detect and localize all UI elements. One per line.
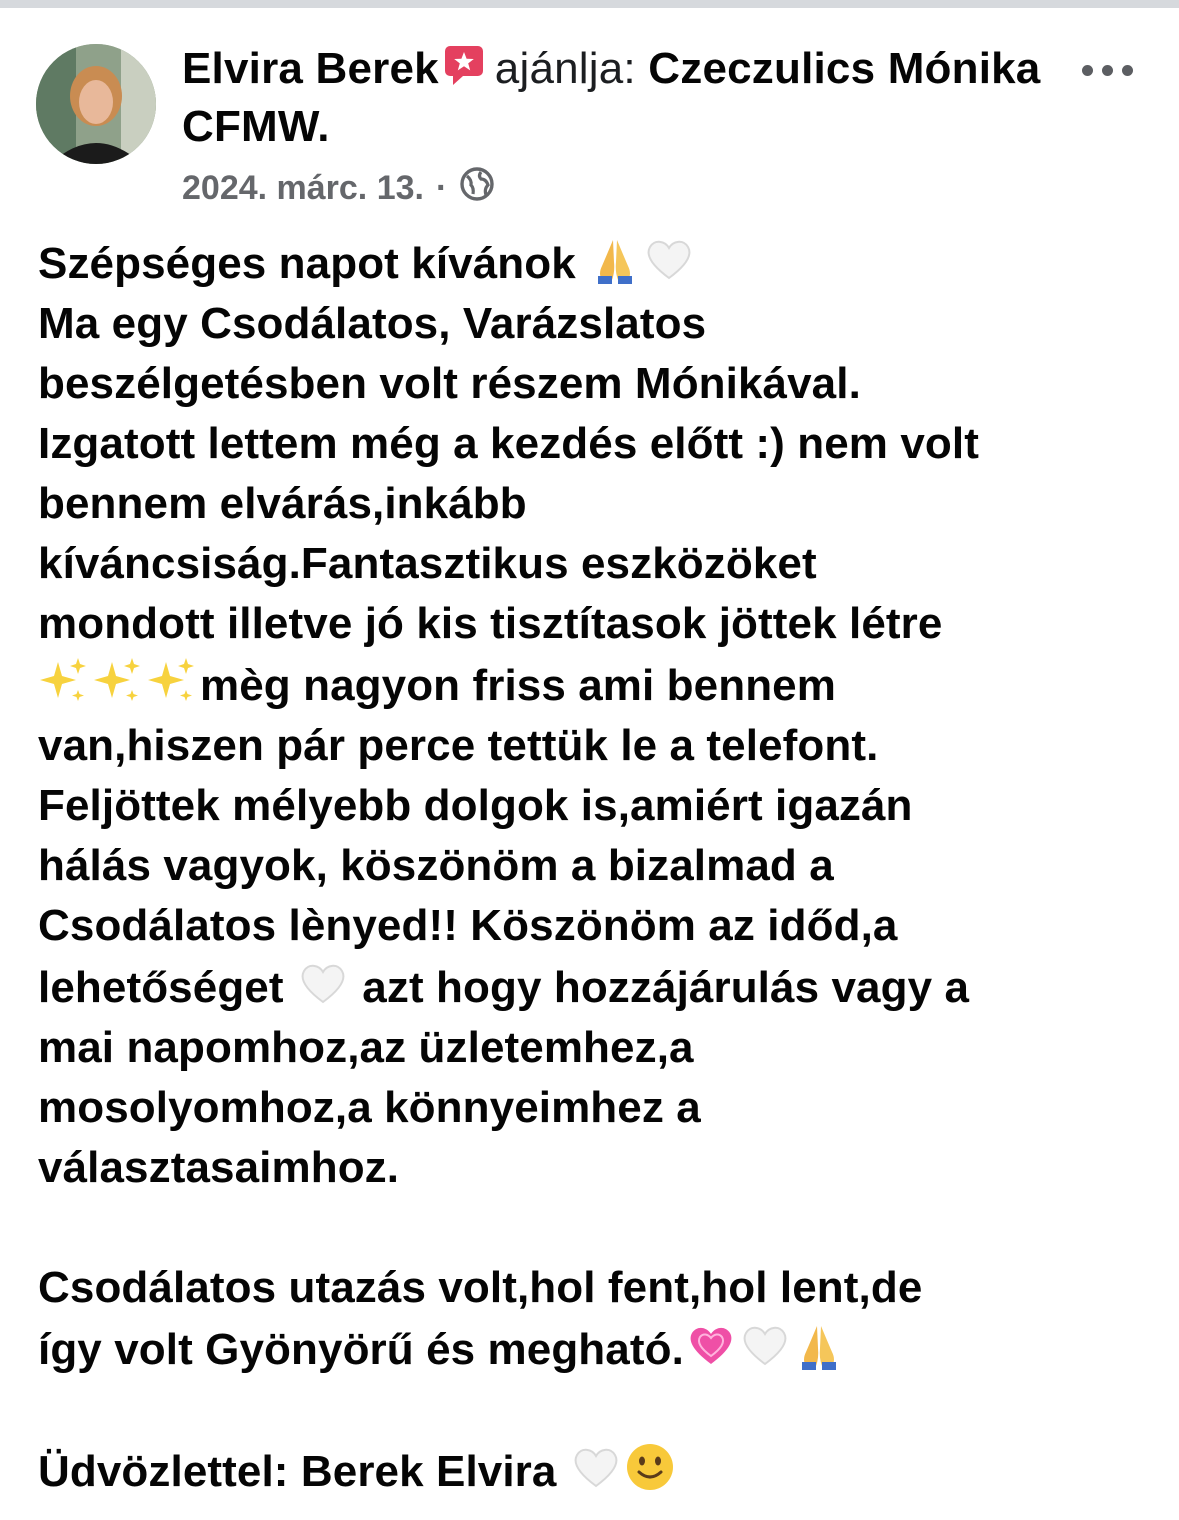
author-name[interactable]: Elvira Berek <box>182 44 439 93</box>
post-paragraph-4 <box>38 1258 1163 1380</box>
sparkles-icon <box>146 654 200 708</box>
more-dot <box>1082 65 1093 76</box>
white-heart-icon <box>296 956 350 1010</box>
more-dot <box>1102 65 1113 76</box>
folded-hands-icon <box>792 1318 846 1372</box>
post-meta <box>182 166 1062 211</box>
post-paragraph-1 <box>38 232 1163 294</box>
signature-text: Üdvözlettel: Berek Elvira <box>38 1447 569 1496</box>
post-body <box>38 232 1163 1502</box>
white-heart-icon <box>642 232 696 286</box>
sparkles-icon <box>38 654 92 708</box>
paragraph-gap <box>38 1198 1163 1258</box>
post-paragraph-5 <box>38 1440 1163 1502</box>
white-heart-icon <box>738 1318 792 1372</box>
recommended-page-link[interactable]: Czeczulics Mónika CFMW <box>182 44 1041 151</box>
sparkles-icon <box>92 654 146 708</box>
post-text-segment: azt hogy hozzájárulás vagy a mai napomhoz,az üzletemhez,a mosolyomhoz,a könnyeimhez a választasaimhoz. <box>38 963 970 1192</box>
globe-icon[interactable] <box>459 166 495 211</box>
author-avatar[interactable] <box>36 44 156 164</box>
post-text-segment: Csodálatos utazás volt,hol fent,hol lent,de így volt Gyönyörű és megható. <box>38 1263 923 1374</box>
post-date[interactable]: 2024. márc. 13. <box>182 169 424 207</box>
recommend-star-badge-icon <box>443 43 487 87</box>
more-options-button[interactable] <box>1082 50 1142 90</box>
greeting-text: Szépséges napot kívánok <box>38 239 589 288</box>
post-title <box>182 40 1062 156</box>
more-dot <box>1122 65 1133 76</box>
title-suffix: . <box>317 102 330 151</box>
paragraph-gap <box>38 1380 1163 1440</box>
post-header <box>182 40 1062 211</box>
post-paragraph-2: Ma egy Csodálatos, Varázslatos beszélgetésben volt részem Mónikával. Izgatott lettem még a kezdés előtt :) nem volt bennem elvárás,inkább kíváncsiság.Fantasztikus eszközöket mondott illetve jó kis tisztítasok jöttek létre <box>38 299 979 648</box>
post-text-segment: mèg nagyon friss ami bennem van,hiszen pár perce tettük le a telefont. Feljöttek mélyebb dolgok is,amiért igazán hálás vagyok, köszönöm a bizalmad a Csodálatos lènyed!! Köszönöm az időd,a lehetőséget <box>38 661 913 1012</box>
folded-hands-icon <box>588 232 642 286</box>
meta-separator: · <box>435 169 448 207</box>
top-border <box>0 0 1179 8</box>
white-heart-icon <box>569 1440 623 1494</box>
slightly-smiling-face-icon <box>623 1440 677 1494</box>
growing-heart-icon <box>684 1318 738 1372</box>
post-paragraph-3 <box>38 654 1163 1198</box>
recommends-label: ajánlja: <box>494 44 636 93</box>
